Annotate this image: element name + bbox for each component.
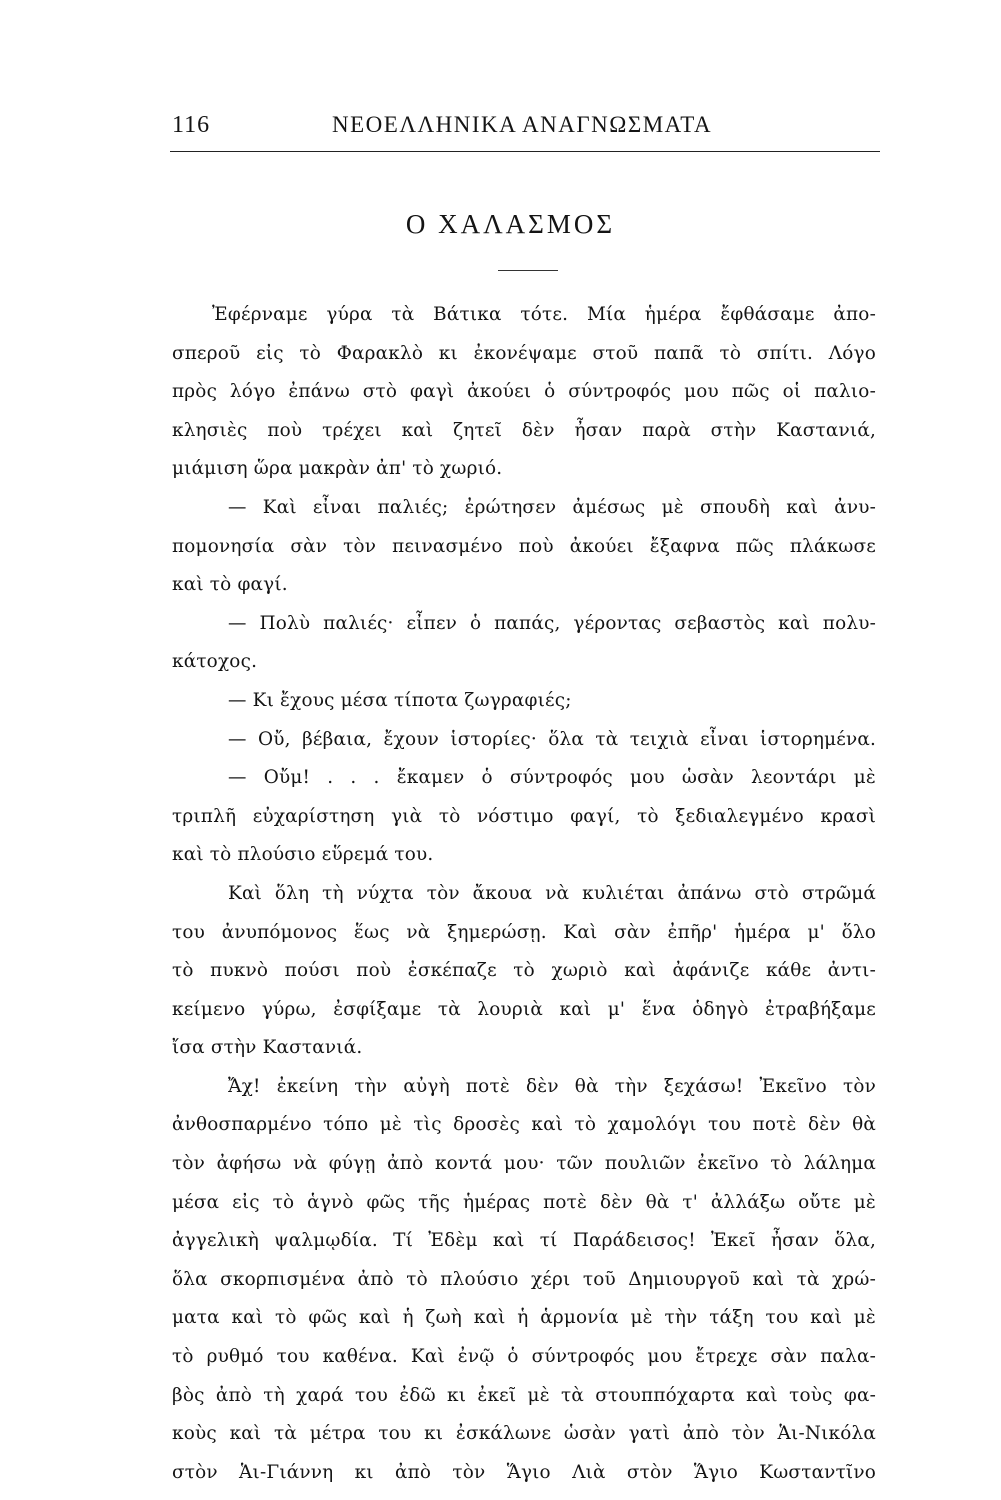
text-line: ἴσα στὴν Καστανιά. [172, 1037, 363, 1059]
text-line: ἀνθοσπαρμένο τόπο μὲ τὶς δροσὲς καὶ τὸ χαμολόγι του ποτὲ δὲν θὰ [172, 1114, 876, 1136]
text-line: ἀγγελικὴ ψαλμῳδία. Τί Ἐδὲμ καὶ τί Παράδεισος! Ἐκεῖ ἦσαν ὅλα, [172, 1230, 876, 1252]
page-number: 116 [172, 112, 211, 138]
text-line: κείμενο γύρω, ἐσφίξαμε τὰ λουριὰ καὶ μ' ἕνα ὁδηγὸ ἐτραβήξαμε [172, 998, 876, 1020]
text-line: ματα καὶ τὸ φῶς καὶ ἡ ζωὴ καὶ ἡ ἁρμονία μὲ τὴν τάξη του καὶ μὲ [172, 1307, 876, 1329]
text-line: σπεροῦ εἰς τὸ Φαρακλὸ κι ἐκονέψαμε στοῦ παπᾶ τὸ σπίτι. Λόγο [172, 342, 876, 364]
text-line: του ἀνυπόμονος ἕως νὰ ξημερώσῃ. Καὶ σὰν ἐπῆρ' ἡμέρα μ' ὅλο [172, 921, 876, 943]
text-line: μέσα εἰς τὸ ἁγνὸ φῶς τῆς ἡμέρας ποτὲ δὲν θὰ τ' ἀλλάξω οὔτε μὲ [172, 1191, 876, 1213]
text-line: πρὸς λόγο ἐπάνω στὸ φαγὶ ἀκούει ὁ σύντροφός μου πῶς οἱ παλιο- [172, 381, 876, 403]
text-line: τριπλῆ εὐχαρίστηση γιὰ τὸ νόστιμο φαγί, τὸ ξεδιαλεγμένο κρασὶ [172, 805, 876, 827]
text-line: πομονησία σὰν τὸν πεινασμένο ποὺ ἀκούει ἔξαφνα πῶς πλάκωσε [172, 535, 876, 557]
text-line: — Οὔ, βέβαια, ἔχουν ἱστορίες· ὅλα τὰ τειχιὰ εἶναι ἱστορημένα. [228, 728, 876, 750]
text-line: Καὶ ὅλη τὴ νύχτα τὸν ἄκουα νὰ κυλιέται ἀπάνω στὸ στρῶμά [228, 882, 876, 904]
text-line: τὸ ρυθμό του καθένα. Καὶ ἐνῷ ὁ σύντροφός μου ἔτρεχε σὰν παλα- [172, 1346, 876, 1368]
text-line: — Πολὺ παλιές· εἶπεν ὁ παπάς, γέροντας σεβαστὸς καὶ πολυ- [228, 612, 876, 634]
title-rule [498, 270, 558, 271]
chapter-title: Ο ΧΑΛΑΣΜΟΣ [405, 209, 616, 239]
body-text [172, 296, 876, 1492]
text-line: Ἐφέρναμε γύρα τὰ Βάτικα τότε. Μία ἡμέρα ἔφθάσαμε ἀπο- [212, 304, 876, 325]
text-line: — Καὶ εἶναι παλιές; ἐρώτησεν ἀμέσως μὲ σπουδὴ καὶ ἀνυ- [228, 496, 876, 518]
header-rule [170, 151, 880, 152]
text-line: Ἄχ! ἐκείνη τὴν αὐγὴ ποτὲ δὲν θὰ τὴν ξεχάσω! Ἐκεῖνο τὸν [228, 1075, 876, 1097]
text-line: μιάμιση ὥρα μακρὰν ἀπ' τὸ χωριό. [172, 458, 503, 480]
running-title: ΝΕΟΕΛΛΗΝΙΚΑ ΑΝΑΓΝΩΣΜΑΤΑ [332, 112, 713, 137]
text-line: τὸν ἀφήσω νὰ φύγῃ ἀπὸ κοντά μου· τῶν πουλιῶν ἐκεῖνο τὸ λάλημα [172, 1153, 876, 1175]
text-line: καὶ τὸ φαγί. [172, 574, 288, 596]
text-line: — Οὔμ! . . . ἔκαμεν ὁ σύντροφός μου ὡσὰν λεοντάρι μὲ [228, 767, 876, 789]
text-line: κλησιὲς ποὺ τρέχει καὶ ζητεῖ δὲν ἦσαν παρὰ στὴν Καστανιά, [172, 419, 876, 441]
text-line: ὅλα σκορπισμένα ἀπὸ τὸ πλούσιο χέρι τοῦ Δημιουργοῦ καὶ τὰ χρώ- [172, 1268, 876, 1290]
text-line: τὸ πυκνὸ πούσι ποὺ ἐσκέπαζε τὸ χωριὸ καὶ ἀφάνιζε κάθε ἀντι- [172, 960, 876, 982]
text-line: — Κι ἔχους μέσα τίποτα ζωγραφιές; [228, 689, 572, 711]
text-line: κάτοχος. [172, 651, 258, 673]
text-line: βὸς ἀπὸ τὴ χαρά του ἐδῶ κι ἐκεῖ μὲ τὰ στουππόχαρτα καὶ τοὺς φα- [172, 1384, 876, 1406]
text-line: κοὺς καὶ τὰ μέτρα του κι ἐσκάλωνε ὡσὰν γατὶ ἀπὸ τὸν Ἁι-Νικόλα [172, 1423, 876, 1445]
page-header [172, 112, 878, 142]
text-line: καὶ τὸ πλούσιο εὕρεμά του. [172, 844, 434, 866]
text-line: στὸν Ἁι-Γιάννη κι ἀπὸ τὸν Ἅγιο Λιὰ στὸν Ἅγιο Κωσταντῖνο [172, 1461, 876, 1483]
